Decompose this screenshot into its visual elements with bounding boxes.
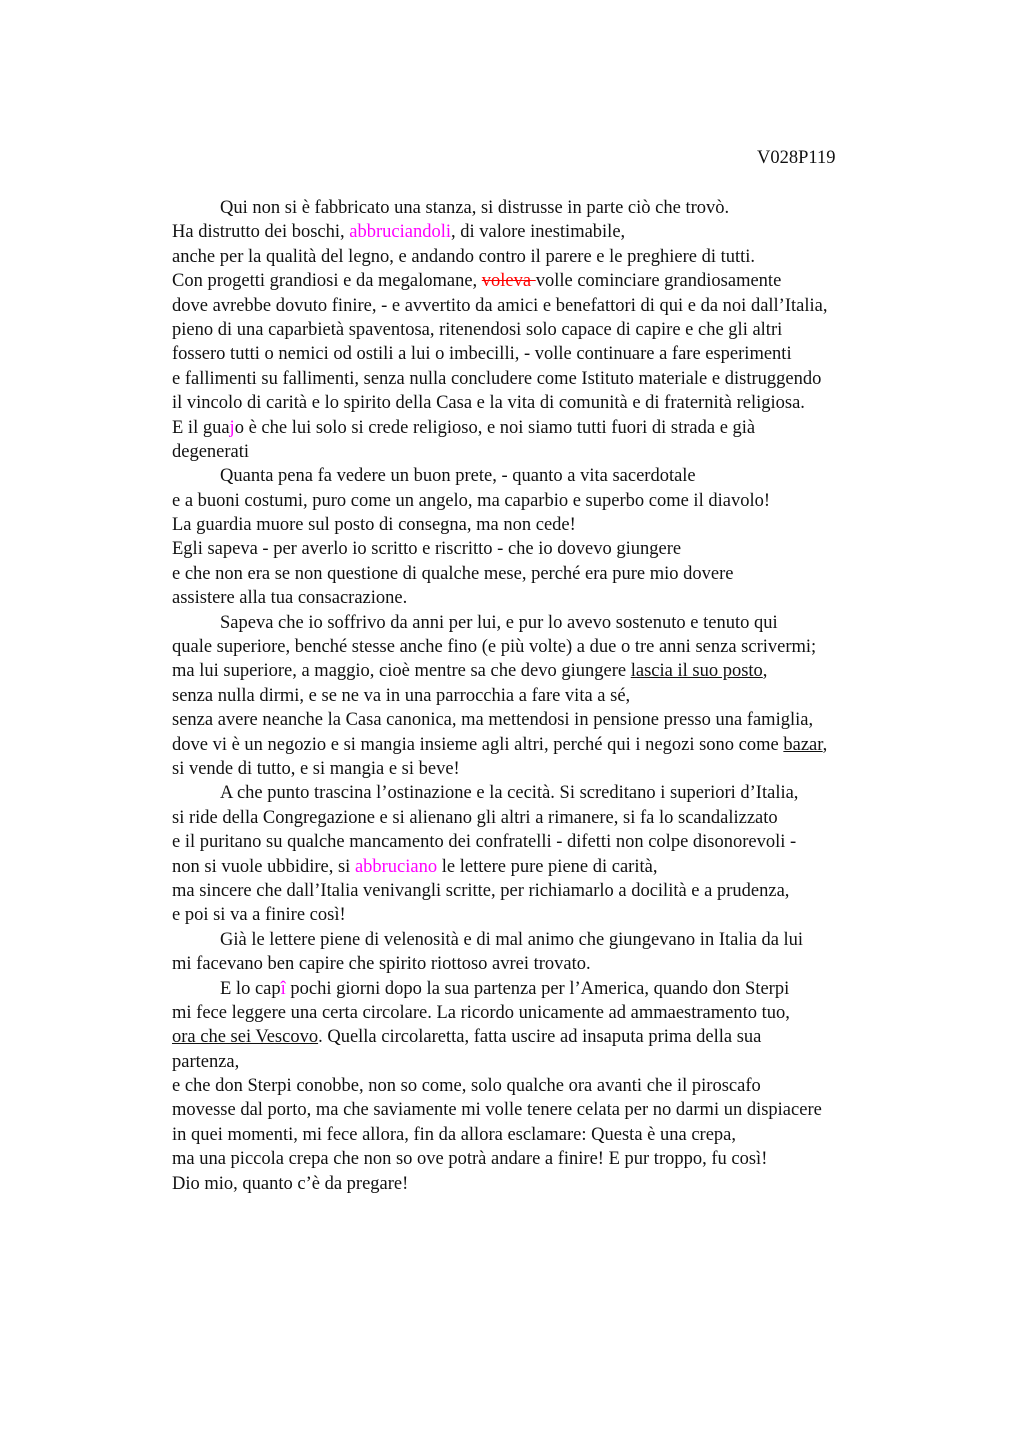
text-line [172,952,932,976]
text-segment: ma lui superiore, a maggio, cioè mentre sa che devo giungere [172,661,631,682]
text-line [172,928,932,952]
text-line [172,806,932,830]
text-segment: si ride della Congregazione e si alienano gli altri a rimanere, si fa lo scandalizzato [172,807,778,828]
text-line [172,318,932,342]
text-segment: Dio mio, quanto c’è da pregare! [172,1173,409,1194]
highlighted-word: î [280,978,286,999]
text-line [172,1098,932,1122]
underlined-phrase: ora che sei Vescovo [172,1027,319,1048]
text-line [172,220,932,244]
text-segment: senza avere neanche la Casa canonica, ma mettendosi in pensione presso una famiglia, [172,710,814,731]
text-segment: volle cominciare grandiosamente [535,271,782,292]
text-line [172,757,932,781]
text-segment: Egli sapeva - per averlo io scritto e riscritto - che io dovevo giungere [172,539,682,560]
text-line [172,294,932,318]
text-line [172,245,932,269]
text-line [172,196,932,220]
text-segment: e a buoni costumi, puro come un angelo, ma caparbio e superbo come il diavolo! [172,490,770,511]
text-line [172,1025,932,1049]
text-segment: Quanta pena fa vedere un buon prete, - quanto a vita sacerdotale [220,466,696,487]
text-segment: pochi giorni dopo la sua partenza per l’America, quando don Sterpi [285,978,790,999]
text-segment: movesse dal porto, ma che saviamente mi volle tenere celata per no darmi un dispiacere [172,1100,822,1121]
highlighted-word: abbruciandoli [349,222,451,243]
text-line [172,489,932,513]
text-segment: Ha distrutto dei boschi, [172,222,350,243]
text-segment: non si vuole ubbidire, si [172,856,355,877]
text-segment: in quei momenti, mi fece allora, fin da allora esclamare: Questa è una crepa, [172,1124,736,1145]
text-segment: A che punto trascina l’ostinazione e la cecità. Si screditano i superiori d’Italia, [220,783,799,804]
page-reference: V028P119 [757,148,836,168]
text-segment: dove avrebbe dovuto finire, - e avvertito da amici e benefattori di qui e da noi dall’Italia, [172,295,828,316]
text-segment: pieno di una caparbietà spaventosa, ritenendosi solo capace di capire e che gli altri [172,319,783,340]
text-segment: La guardia muore sul posto di consegna, ma non cede! [172,515,576,536]
struck-word: voleva [481,271,536,292]
text-line [172,537,932,561]
text-line [172,708,932,732]
text-segment: il vincolo di carità e lo spirito della Casa e la vita di comunità e di fraternità religiosa. [172,393,805,414]
underlined-phrase: lascia il suo posto [630,661,763,682]
text-line [172,903,932,927]
text-line [172,830,932,854]
text-line [172,342,932,366]
text-segment: ma sincere che dall’Italia venivangli scritte, per richiamarlo a docilità e a prudenza, [172,880,790,901]
text-line [172,513,932,537]
text-segment: Già le lettere piene di velenosità e di mal animo che giungevano in Italia da lui [220,929,804,950]
document-body [172,196,932,1196]
text-segment: . Quella circolaretta, fatta uscire ad insaputa prima della sua [318,1027,762,1048]
text-segment: ma una piccola crepa che non so ove potrà andare a finire! E pur troppo, fu così! [172,1149,768,1170]
text-line [172,635,932,659]
text-segment: dove vi è un negozio e si mangia insieme agli altri, perché qui i negozi sono come [172,734,784,755]
text-line [172,781,932,805]
text-line [172,464,932,488]
text-line [172,367,932,391]
text-segment: , di valore inestimabile, [451,222,626,243]
text-segment: mi facevano ben capire che spirito riottoso avrei trovato. [172,954,591,975]
text-line [172,586,932,610]
text-line [172,1172,932,1196]
text-segment: partenza, [172,1051,240,1072]
text-line [172,440,932,464]
text-segment: e che non era se non questione di qualche mese, perché era pure mio dovere [172,563,734,584]
text-line [172,684,932,708]
text-segment: si vende di tutto, e si mangia e si beve! [172,758,460,779]
highlighted-word: abbruciano [354,856,438,877]
text-segment: le lettere pure piene di carità, [437,856,658,877]
text-segment: Qui non si è fabbricato una stanza, si distrusse in parte ciò che trovò. [220,198,730,218]
text-segment: E lo cap [220,978,281,999]
text-segment: mi fece leggere una certa circolare. La ricordo unicamente ad ammaestramento tuo, [172,1002,790,1023]
text-line [172,1123,932,1147]
text-line [172,416,932,440]
highlighted-word: j [229,417,235,438]
text-line [172,611,932,635]
text-segment: Sapeva che io soffrivo da anni per lui, e pur lo avevo sostenuto e tenuto qui [220,612,778,633]
text-segment: e il puritano su qualche mancamento dei confratelli - difetti non colpe disonorevoli - [172,832,797,853]
text-line [172,977,932,1001]
text-line [172,1001,932,1025]
text-line [172,733,932,757]
text-segment: senza nulla dirmi, e se ne va in una parrocchia a fare vita a sé, [172,685,631,706]
text-line [172,391,932,415]
text-line [172,269,932,293]
text-line [172,1147,932,1171]
text-segment: assistere alla tua consacrazione. [172,588,408,609]
text-segment: , [762,661,768,682]
text-segment: Con progetti grandiosi e da megalomane, [172,271,482,292]
text-line [172,562,932,586]
text-segment: e fallimenti su fallimenti, senza nulla concludere come Istituto materiale e distruggendo [172,368,822,389]
text-line [172,879,932,903]
text-line [172,855,932,879]
text-segment: E il gua [172,417,230,438]
text-segment: anche per la qualità del legno, e andando contro il parere e le preghiere di tutti. [172,246,756,267]
text-line [172,1074,932,1098]
text-segment: e poi si va a finire così! [172,905,346,926]
text-segment: quale superiore, benché stesse anche fino (e più volte) a due o tre anni senza scrivermi; [172,637,817,658]
text-segment: e che don Sterpi conobbe, non so come, solo qualche ora avanti che il piroscafo [172,1076,761,1097]
text-line [172,659,932,683]
text-line [172,1050,932,1074]
text-segment: fossero tutti o nemici od ostili a lui o imbecilli, - volle continuare a fare esperimenti [172,344,792,365]
text-segment: degenerati [172,441,250,462]
text-segment: o è che lui solo si crede religioso, e noi siamo tutti fuori di strada e già [234,417,756,438]
underlined-phrase: bazar [783,734,823,755]
text-segment: , [822,734,828,755]
